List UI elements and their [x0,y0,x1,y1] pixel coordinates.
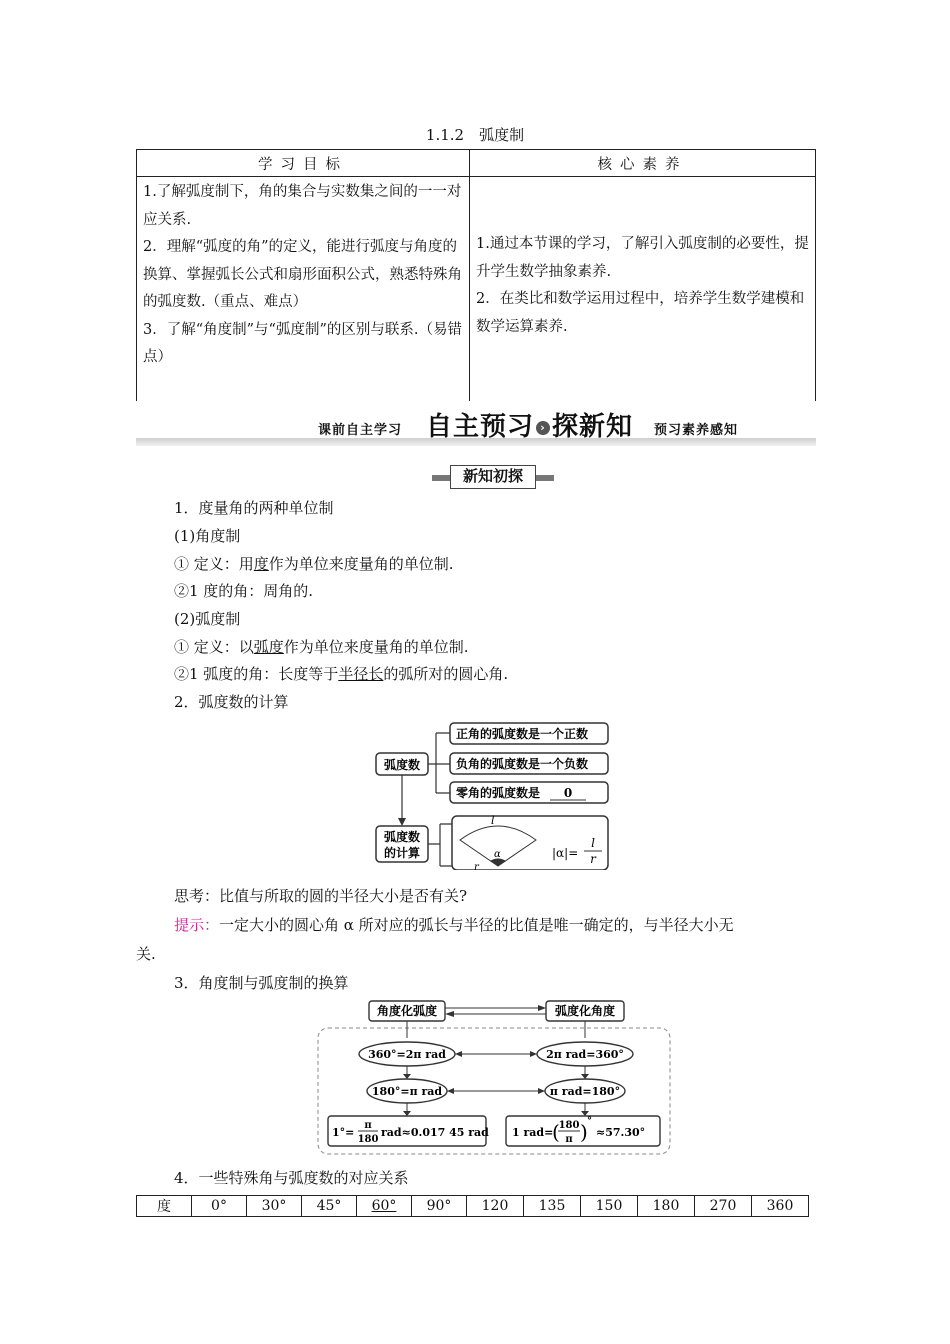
svg-text:(: ( [552,1120,560,1144]
arc-label: l [491,814,495,827]
radius-label: r [474,862,479,870]
svg-text:360°=2π rad: 360°=2π rad [368,1048,446,1061]
negative-text: 负角的弧度数是一个负数 [456,757,589,771]
goals-left-cell [137,177,470,402]
banner-main-b: 探新知 [552,412,634,442]
goals-header-left: 学习目标 [137,150,470,177]
goals-right-cell [470,177,816,402]
calc-label-1: 弧度数 [383,830,421,844]
goal-item: 3．了解“角度制”与“弧度制”的区别与联系.（易错点） [143,321,462,365]
svg-text:l: l [591,836,595,850]
positive-text: 正角的弧度数是一个正数 [456,727,589,741]
think-question: 思考：比值与所取的圆的半径大小是否有关? [174,887,468,905]
table-cell: 270 [695,1196,752,1217]
zero-value: 0 [563,786,573,800]
arrow-circle-icon: › [536,421,550,435]
s1-sub2: (2)弧度制 [174,610,241,628]
arrow-down-icon [398,818,406,826]
svg-text:180: 180 [558,1120,580,1131]
conversion-diagram [314,998,674,1156]
svg-text:π: π [364,1120,372,1131]
special-angle-table [136,1195,809,1217]
section-banner [136,404,816,454]
table-cell: 120 [467,1196,524,1217]
banner-main [426,406,633,443]
table-cell: 60° [357,1196,412,1217]
svg-text:rad≈0.017 45 rad: rad≈0.017 45 rad [381,1126,489,1139]
svg-text:1 rad=: 1 rad= [512,1126,554,1139]
table-cell: 度 [137,1196,192,1217]
literacy-item: 1.通过本节课的学习，了解引入弧度制的必要性，提升学生数学抽象素养. [476,236,809,280]
svg-text:): ) [580,1120,588,1144]
svg-text:1°=: 1°= [332,1126,355,1139]
svg-text:π: π [565,1134,573,1145]
s1-def2: ① 定义：以弧度作为单位来度量角的单位制. [174,638,469,656]
s3-heading: 3．角度制与弧度制的换算 [174,974,349,992]
table-row [137,1196,809,1217]
banner-right-text: 预习素养感知 [654,423,739,438]
s4-heading: 4．一些特殊角与弧度数的对应关系 [174,1169,409,1187]
deg-to-rad-label: 角度化弧度 [376,1004,438,1018]
s2-heading: 2．弧度数的计算 [174,693,289,711]
svg-text:r: r [590,852,596,866]
banner-left-text: 课前自主学习 [318,423,403,438]
s1-def1: ① 定义：用度作为单位来度量角的单位制. [174,555,454,573]
hint-line-2: 关. [136,945,156,963]
goals-header-right: 核心素养 [470,150,816,177]
zero-text: 零角的弧度数是 [456,786,541,800]
page-title: 1.1.2 弧度制 [425,126,525,144]
table-cell: 180 [638,1196,695,1217]
alpha-label: α [494,849,501,860]
s1-one-radian: ②1 弧度的角：长度等于半径长的弧所对的圆心角. [174,665,509,683]
table-cell: 150 [581,1196,638,1217]
goal-item: 1.了解弧度制下，角的集合与实数集之间的一一对应关系. [143,184,462,228]
svg-text:π rad=180°: π rad=180° [549,1085,621,1098]
arrow-left-icon [445,1011,454,1017]
svg-text:180: 180 [357,1134,379,1145]
table-cell: 135 [524,1196,581,1217]
goal-item: 2．理解“弧度的角”的定义，能进行弧度与角度的换算、掌握弧长公式和扇形面积公式，熟悉特殊角的弧度数.（重点、难点） [143,239,462,310]
table-cell: 45° [302,1196,357,1217]
svg-text:180°=π rad: 180°=π rad [371,1085,443,1098]
goals-table [136,149,816,401]
table-cell: 360 [752,1196,809,1217]
table-cell: 90° [412,1196,467,1217]
calc-label-2: 的计算 [383,846,421,860]
banner-main-a: 自主预习 [426,412,535,442]
hint-line-1: 提示：一定大小的圆心角 α 所对应的弧长与半径的比值是唯一确定的，与半径大小无 [174,916,734,934]
svg-text:|α|=: |α|= [552,846,579,860]
s1-heading: 1．度量角的两种单位制 [174,499,334,517]
radian-number-label: 弧度数 [383,758,421,772]
section-label [432,465,554,487]
table-cell: 30° [247,1196,302,1217]
table-cell: 0° [192,1196,247,1217]
s1-one-degree: ②1 度的角：周角的. [174,582,314,600]
section-label-text: 新知初探 [450,465,536,489]
literacy-item: 2．在类比和数学运用过程中，培养学生数学建模和数学运算素养. [476,291,805,335]
rad-to-deg-label: 弧度化角度 [554,1004,616,1018]
radian-number-diagram [370,720,620,870]
arrow-right-icon [538,1005,546,1011]
svg-text:2π rad=360°: 2π rad=360° [546,1048,624,1061]
s1-sub1: (1)角度制 [174,527,241,545]
svg-text:≈57.30°: ≈57.30° [596,1126,646,1139]
svg-text:°: ° [587,1116,592,1127]
bracket-lines [428,733,450,793]
